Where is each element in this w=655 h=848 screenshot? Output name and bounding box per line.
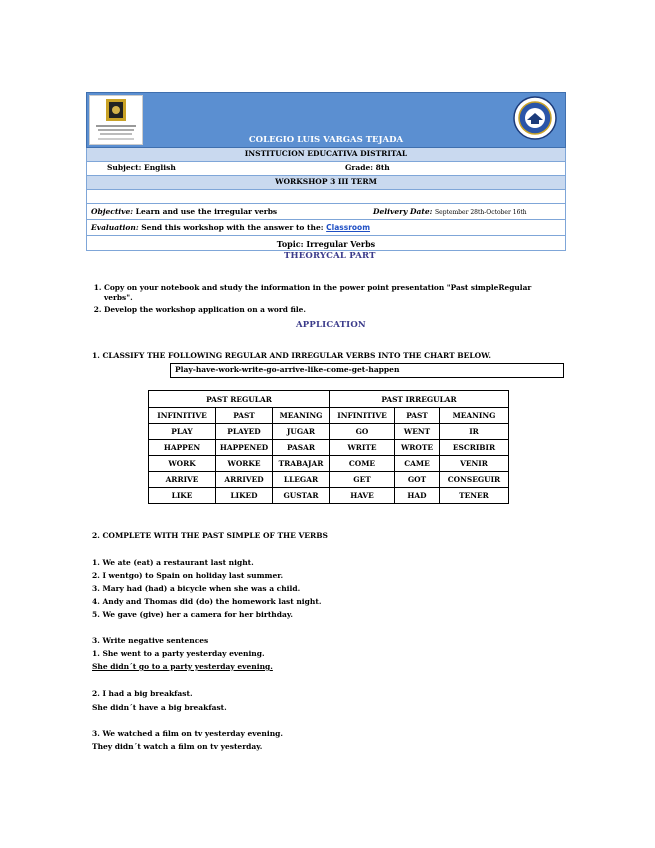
table-cell: JUGAR xyxy=(273,424,330,440)
table-cell: TENER xyxy=(440,488,509,504)
objective-label: Objective: xyxy=(91,207,134,216)
verbs-table xyxy=(148,390,509,504)
table-cell: WORK xyxy=(149,456,216,472)
subject-row xyxy=(86,162,566,176)
topic-row xyxy=(86,236,566,251)
negative-prompt: 1. She went to a party yesterday evening. xyxy=(92,649,265,658)
theory-title: THEORYCAL PART xyxy=(284,251,376,261)
table-cell: VENIR xyxy=(440,456,509,472)
table-row xyxy=(149,440,509,456)
negative-answer: She didn´t go to a party yesterday evening. xyxy=(92,662,273,671)
table-cell: ARRIVE xyxy=(149,472,216,488)
school-seal xyxy=(513,96,557,140)
table-cell: GOT xyxy=(395,472,440,488)
table-cell: PASAR xyxy=(273,440,330,456)
table-cell: HAPPEN xyxy=(149,440,216,456)
grade: Grade: 8th xyxy=(345,163,390,172)
school-seal-icon xyxy=(513,96,557,140)
negative-answer: She didn´t have a big breakfast. xyxy=(92,703,227,712)
table-cell: WROTE xyxy=(395,440,440,456)
table-cell: HAVE xyxy=(330,488,395,504)
topic: Topic: Irregular Verbs xyxy=(276,239,376,249)
table-cell: ESCRIBIR xyxy=(440,440,509,456)
column-header: MEANING xyxy=(440,408,509,424)
classroom-link[interactable]: Classroom xyxy=(326,223,371,232)
theory-step: 2. Develop the workshop application on a word file. xyxy=(104,305,534,315)
sentence: 2. I wentgo) to Spain on holiday last summer. xyxy=(92,571,284,580)
column-header: PAST xyxy=(216,408,273,424)
verb-list: Play-have-work-write-go-arrive-like-come-get-happen xyxy=(175,365,400,374)
theory-step: 1. Copy on your notebook and study the information in the power point presentation "Past simpleRegular verbs". xyxy=(104,283,534,303)
table-cell: WRITE xyxy=(330,440,395,456)
table-cell: HAD xyxy=(395,488,440,504)
table-cell: WENT xyxy=(395,424,440,440)
negative-prompt: 3. We watched a film on tv yesterday evening. xyxy=(92,729,284,738)
column-header: MEANING xyxy=(273,408,330,424)
table-cell: LIKED xyxy=(216,488,273,504)
table-cell: WORKE xyxy=(216,456,273,472)
table-cell: CAME xyxy=(395,456,440,472)
table-cell: CONSEGUIR xyxy=(440,472,509,488)
group-irregular: PAST IRREGULAR xyxy=(330,391,509,408)
table-cell: TRABAJAR xyxy=(273,456,330,472)
table-row xyxy=(149,456,509,472)
delivery-label: Delivery Date: xyxy=(373,207,433,216)
table-cell: COME xyxy=(330,456,395,472)
table-row xyxy=(149,424,509,440)
evaluation-text: Send this workshop with the answer to the: xyxy=(141,223,324,232)
subject: Subject: English xyxy=(107,163,176,172)
evaluation-row xyxy=(86,220,566,236)
table-cell: HAPPENED xyxy=(216,440,273,456)
document-header xyxy=(86,92,566,251)
column-header: INFINITIVE xyxy=(149,408,216,424)
delivery-date: September 28th-October 16th xyxy=(435,209,527,216)
evaluation-label: Evaluation: xyxy=(91,223,139,232)
sentence: 3. Mary had (had) a bicycle when she was a child. xyxy=(92,584,301,593)
workshop-row xyxy=(86,176,566,190)
table-cell: PLAYED xyxy=(216,424,273,440)
table-row xyxy=(149,472,509,488)
exercise-1-instruction: 1. CLASSIFY THE FOLLOWING REGULAR AND IRREGULAR VERBS INTO THE CHART BELOW. xyxy=(92,351,492,360)
sentence: 5. We gave (give) her a camera for her birthday. xyxy=(92,610,293,619)
table-cell: GUSTAR xyxy=(273,488,330,504)
verb-list-box xyxy=(170,363,564,378)
table-cell: GO xyxy=(330,424,395,440)
group-regular: PAST REGULAR xyxy=(149,391,330,408)
blank-row xyxy=(86,190,566,204)
table-cell: IR xyxy=(440,424,509,440)
sentence: 1. We ate (eat) a restaurant last night. xyxy=(92,558,254,567)
column-header: PAST xyxy=(395,408,440,424)
negative-answer: They didn´t watch a film on tv yesterday. xyxy=(92,742,263,751)
objective-row xyxy=(86,204,566,220)
table-cell: GET xyxy=(330,472,395,488)
header-banner xyxy=(86,92,566,148)
table-cell: PLAY xyxy=(149,424,216,440)
table-row xyxy=(149,488,509,504)
table-cell: ARRIVED xyxy=(216,472,273,488)
institution-name: INSTITUCION EDUCATIVA DISTRITAL xyxy=(244,149,408,158)
institution-row xyxy=(86,148,566,162)
sentence: 4. Andy and Thomas did (do) the homework last night. xyxy=(92,597,322,606)
objective-text: Learn and use the irregular verbs xyxy=(135,207,278,216)
theory-steps xyxy=(92,283,534,317)
table-cell: LIKE xyxy=(149,488,216,504)
exercise-3-instruction: 3. Write negative sentences xyxy=(92,636,209,645)
column-header: INFINITIVE xyxy=(330,408,395,424)
table-header-row xyxy=(149,408,509,424)
application-title: APPLICATION xyxy=(296,320,366,330)
negative-prompt: 2. I had a big breakfast. xyxy=(92,689,193,698)
exercise-2-instruction: 2. COMPLETE WITH THE PAST SIMPLE OF THE VERBS xyxy=(92,531,328,540)
workshop-title: WORKSHOP 3 III TERM xyxy=(275,177,377,186)
school-name: COLEGIO LUIS VARGAS TEJADA xyxy=(248,135,404,145)
table-cell: LLEGAR xyxy=(273,472,330,488)
